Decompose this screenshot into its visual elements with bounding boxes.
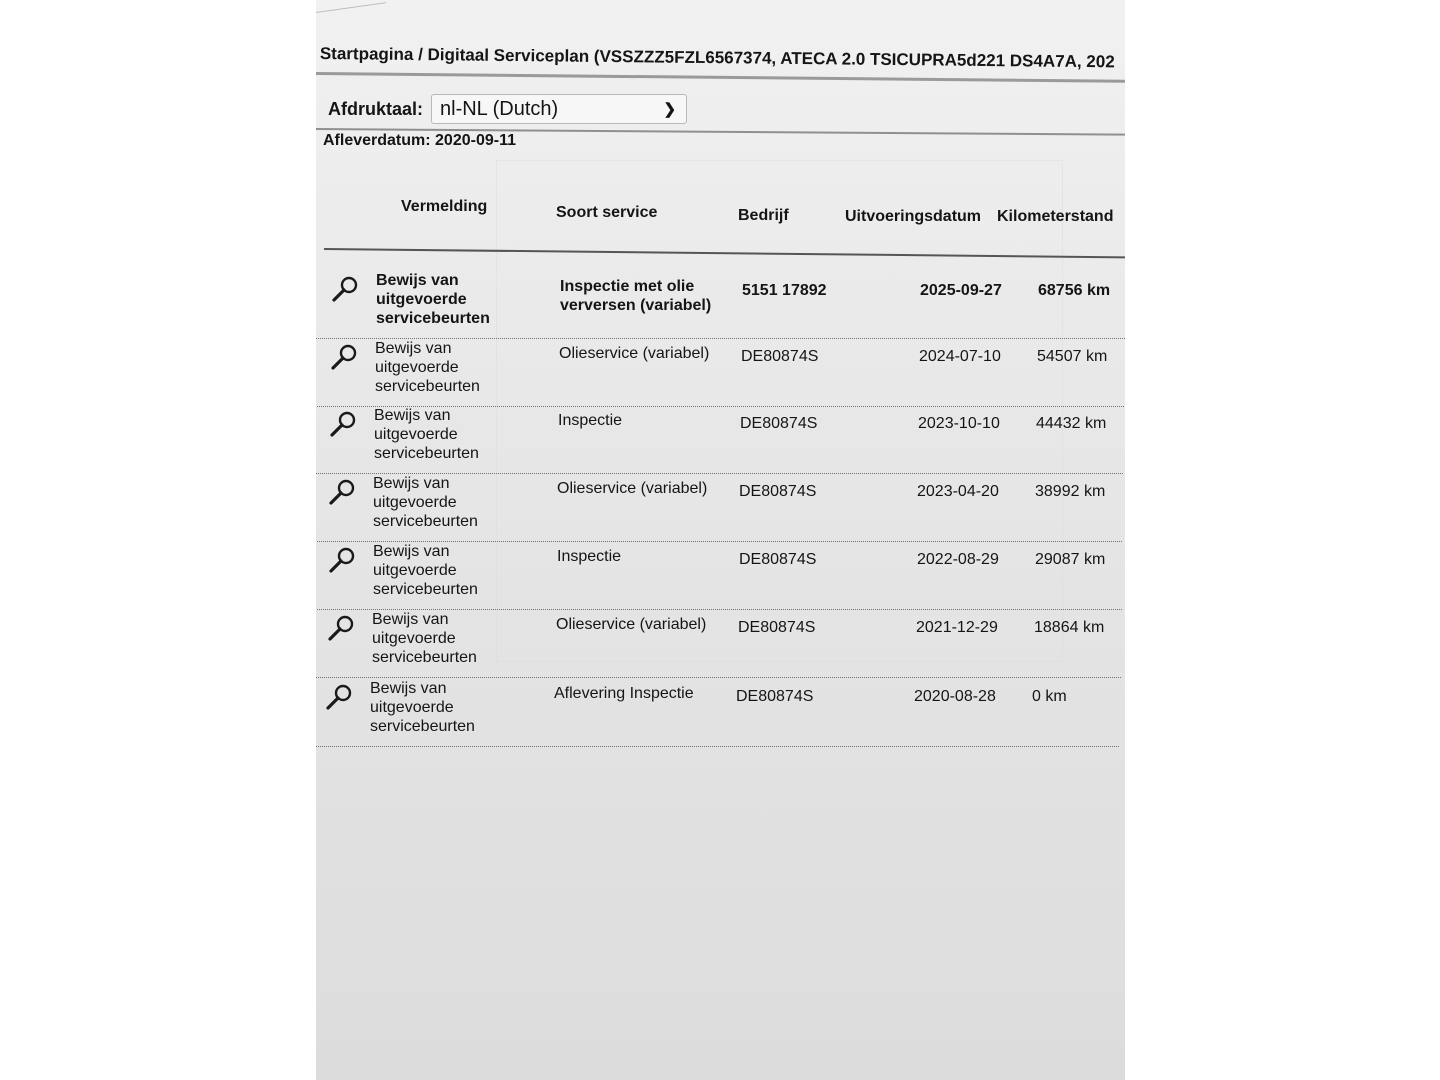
kilometerstand-cell: 0 km bbox=[1032, 688, 1067, 705]
bedrijf-cell: DE80874S bbox=[738, 619, 816, 636]
bedrijf-cell: DE80874S bbox=[736, 688, 814, 705]
vermelding-cell-line: uitgevoerde bbox=[370, 699, 454, 716]
print-language-value: nl-NL (Dutch) bbox=[440, 97, 559, 120]
bedrijf-cell: DE80874S bbox=[741, 348, 819, 365]
uitvoeringsdatum-cell: 2023-04-20 bbox=[917, 483, 999, 500]
soort-service-cell bbox=[558, 411, 736, 430]
vermelding-cell-line: servicebeurten bbox=[370, 718, 475, 735]
bedrijf-cell: DE80874S bbox=[739, 551, 817, 568]
soort-service-cell bbox=[557, 547, 735, 566]
print-language-select[interactable] bbox=[431, 94, 687, 124]
vermelding-cell-line: servicebeurten bbox=[375, 378, 480, 395]
soort-service-cell bbox=[560, 277, 738, 315]
vermelding-cell-line: Bewijs van bbox=[374, 407, 451, 424]
magnifier-icon[interactable] bbox=[324, 683, 354, 713]
soort-service-cell bbox=[557, 479, 735, 498]
vermelding-cell-line: servicebeurten bbox=[374, 445, 479, 462]
header-divider bbox=[316, 72, 1125, 83]
uitvoeringsdatum-cell: 2025-09-27 bbox=[920, 282, 1002, 299]
kilometerstand-cell: 18864 km bbox=[1034, 619, 1105, 636]
bedrijf-cell: DE80874S bbox=[740, 415, 818, 432]
column-header-bedrijf: Bedrijf bbox=[738, 207, 789, 224]
uitvoeringsdatum-cell: 2023-10-10 bbox=[918, 415, 1000, 432]
breadcrumb: Startpagina / Digitaal Serviceplan (VSSZZZ5FZL6567374, ATECA 2.0 TSICUPRA5d221 DS4A7A, 202 bbox=[319, 44, 1115, 72]
vermelding-cell-line: servicebeurten bbox=[373, 513, 478, 530]
magnifier-icon[interactable] bbox=[327, 546, 357, 576]
table-row bbox=[316, 679, 1119, 747]
uitvoeringsdatum-cell: 2020-08-28 bbox=[914, 688, 996, 705]
printed-page bbox=[316, 0, 1125, 1080]
vermelding-cell-line: uitgevoerde bbox=[372, 630, 456, 647]
vermelding-cell-line: Bewijs van bbox=[373, 543, 450, 560]
soort-service-cell-line: Olieservice (variabel) bbox=[557, 480, 708, 497]
vermelding-cell-line: uitgevoerde bbox=[373, 494, 457, 511]
vermelding-cell-line: Bewijs van bbox=[370, 680, 447, 697]
magnifier-icon[interactable] bbox=[327, 478, 357, 508]
vermelding-cell-line: servicebeurten bbox=[373, 581, 478, 598]
vermelding-cell bbox=[376, 271, 526, 328]
table-row bbox=[316, 610, 1121, 678]
column-header-kilometerstand: Kilometerstand bbox=[997, 208, 1114, 225]
vermelding-cell-line: servicebeurten bbox=[376, 310, 490, 327]
vermelding-cell bbox=[375, 339, 525, 396]
bedrijf-cell: DE80874S bbox=[739, 483, 817, 500]
vermelding-cell-line: Bewijs van bbox=[375, 340, 452, 357]
vermelding-cell-line: Bewijs van bbox=[376, 272, 459, 289]
delivery-date: Afleverdatum: 2020-09-11 bbox=[323, 132, 516, 149]
kilometerstand-cell: 68756 km bbox=[1038, 282, 1111, 299]
column-header-soort-service: Soort service bbox=[556, 204, 658, 221]
vermelding-cell-line: servicebeurten bbox=[372, 649, 477, 666]
soort-service-cell-line: Aflevering Inspectie bbox=[554, 685, 694, 702]
uitvoeringsdatum-cell: 2021-12-29 bbox=[916, 619, 998, 636]
soort-service-cell bbox=[554, 684, 732, 703]
soort-service-cell-line: Inspectie bbox=[558, 412, 623, 429]
soort-service-cell-line: Inspectie bbox=[557, 548, 622, 565]
vermelding-cell-line: Bewijs van bbox=[372, 611, 449, 628]
table-row bbox=[316, 474, 1122, 542]
magnifier-icon[interactable] bbox=[326, 614, 356, 644]
vermelding-cell-line: Bewijs van bbox=[373, 475, 450, 492]
column-header-vermelding: Vermelding bbox=[401, 198, 488, 215]
vermelding-cell-line: uitgevoerde bbox=[374, 426, 458, 443]
kilometerstand-cell: 44432 km bbox=[1036, 415, 1107, 432]
table-row bbox=[316, 406, 1123, 474]
soort-service-cell-line: Olieservice (variabel) bbox=[556, 616, 707, 633]
soort-service-cell-line: verversen (variabel) bbox=[560, 297, 712, 314]
uitvoeringsdatum-cell: 2024-07-10 bbox=[919, 348, 1001, 365]
table-row bbox=[316, 542, 1122, 610]
print-language-label: Afdruktaal: bbox=[328, 98, 424, 119]
magnifier-icon[interactable] bbox=[328, 410, 358, 440]
soort-service-cell bbox=[559, 344, 737, 363]
bedrijf-cell: 5151 17892 bbox=[742, 282, 827, 299]
kilometerstand-cell: 54507 km bbox=[1037, 348, 1108, 365]
vermelding-cell bbox=[374, 406, 524, 463]
row-divider bbox=[316, 746, 1119, 747]
vermelding-cell-line: uitgevoerde bbox=[375, 359, 459, 376]
row-divider bbox=[316, 677, 1121, 678]
uitvoeringsdatum-cell: 2022-08-29 bbox=[917, 551, 999, 568]
soort-service-cell-line: Olieservice (variabel) bbox=[559, 345, 710, 362]
magnifier-icon[interactable] bbox=[330, 275, 360, 305]
vermelding-cell bbox=[370, 679, 520, 736]
kilometerstand-cell: 38992 km bbox=[1035, 483, 1106, 500]
soort-service-cell bbox=[556, 615, 734, 634]
vermelding-cell-line: uitgevoerde bbox=[373, 562, 457, 579]
vermelding-cell-line: uitgevoerde bbox=[376, 291, 467, 308]
vermelding-cell bbox=[373, 474, 523, 531]
magnifier-icon[interactable] bbox=[329, 343, 359, 373]
page-corner-line bbox=[316, 0, 386, 13]
print-language-row bbox=[328, 93, 687, 125]
chevron-down-icon: ❯ bbox=[663, 101, 677, 118]
kilometerstand-cell: 29087 km bbox=[1035, 551, 1106, 568]
vermelding-cell bbox=[372, 610, 522, 667]
table-row bbox=[316, 339, 1124, 407]
column-header-uitvoeringsdatum: Uitvoeringsdatum bbox=[845, 208, 982, 225]
vermelding-cell bbox=[373, 542, 523, 599]
soort-service-cell-line: Inspectie met olie bbox=[560, 278, 695, 295]
table-row bbox=[316, 271, 1125, 339]
